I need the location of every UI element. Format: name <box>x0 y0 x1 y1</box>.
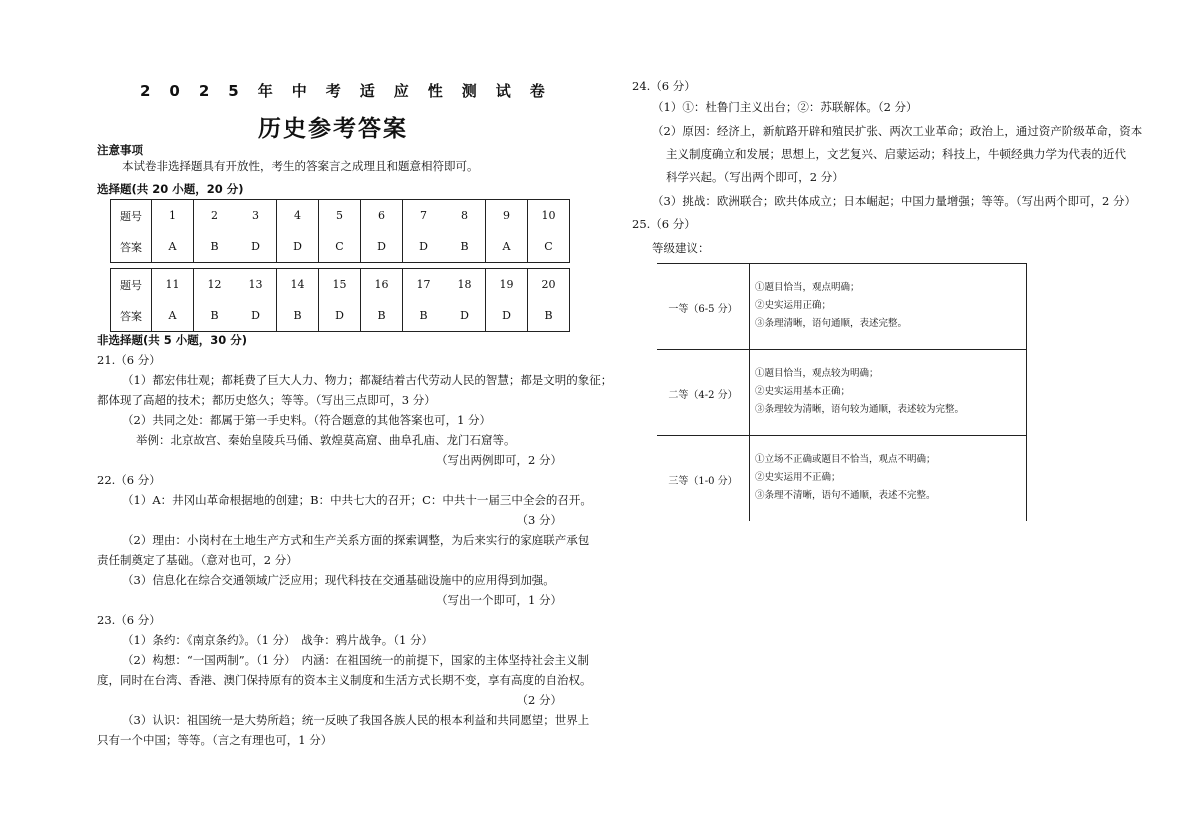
table-cell: B <box>194 231 236 263</box>
q24-p1: （1）①：杜鲁门主义出台；②：苏联解体。（2 分） <box>652 100 918 114</box>
grade-label: 一等（6-5 分） <box>668 304 738 315</box>
answer-table <box>110 199 570 332</box>
table-cell: 13 <box>235 269 277 301</box>
q22-p2b: 责任制奠定了基础。（意对也可，2 分） <box>97 553 298 567</box>
q22-p3: （3）信息化在综合交通领域广泛应用；现代科技在交通基础设施中的应用得到加强。 <box>122 573 555 587</box>
table-cell: C <box>319 231 361 263</box>
criteria-item: ②史实运用基本正确； <box>755 386 851 397</box>
grade-criteria <box>755 365 964 419</box>
table-cell: A <box>152 231 194 263</box>
q23-p3b: 只有一个中国；等等。（言之有理也可，1 分） <box>97 733 333 747</box>
table-cell: 15 <box>319 269 361 301</box>
grade-row <box>657 349 1027 435</box>
q24-p2c: 科学兴起。（写出两个即可，2 分） <box>666 170 844 184</box>
table-cell: D <box>235 231 277 263</box>
table-cell: D <box>277 231 319 263</box>
nonmc-heading: 非选择题(共 5 小题，30 分) <box>97 333 248 347</box>
criteria-item: ①立场不正确或题目不恰当，观点不明确； <box>755 454 936 465</box>
q22-p3-score: （写出一个即可，1 分） <box>436 593 562 607</box>
q25-intro: 等级建议： <box>652 241 710 255</box>
table-cell-label: 答案 <box>111 300 152 332</box>
q21-p1a: （1）都宏伟壮观；都耗费了巨大人力、物力；都凝结着古代劳动人民的智慧；都是文明的象征； <box>122 373 613 387</box>
grade-label: 二等（4-2 分） <box>668 390 738 401</box>
table-cell: 3 <box>235 200 277 232</box>
table-cell: B <box>194 300 236 332</box>
table-cell: 7 <box>403 200 445 232</box>
table-cell: 8 <box>444 200 486 232</box>
table-cell: C <box>528 231 570 263</box>
q21-head: 21.（6 分） <box>97 353 161 367</box>
table-cell: D <box>444 300 486 332</box>
table-cell: A <box>152 300 194 332</box>
grade-row <box>657 435 1027 521</box>
q22-p2a: （2）理由：小岗村在土地生产方式和生产关系方面的探索调整，为后来实行的家庭联产承包 <box>122 533 590 547</box>
table-cell-label: 题号 <box>111 269 152 301</box>
criteria-item: ②史实运用正确； <box>755 300 832 311</box>
table-cell: 9 <box>486 200 528 232</box>
table-cell: 20 <box>528 269 570 301</box>
table-cell: D <box>319 300 361 332</box>
exam-title: 2025年中考适应性测试卷 <box>140 82 564 100</box>
table-cell: 19 <box>486 269 528 301</box>
table-cell: 18 <box>444 269 486 301</box>
grade-criteria <box>755 279 907 333</box>
table-cell-label: 答案 <box>111 231 152 263</box>
table-cell: 12 <box>194 269 236 301</box>
q23-head: 23.（6 分） <box>97 613 161 627</box>
q24-p3: （3）挑战：欧洲联合；欧共体成立；日本崛起；中国力量增强；等等。（写出两个即可，2 分） <box>652 194 1137 208</box>
table-cell: 10 <box>528 200 570 232</box>
table-cell: 16 <box>361 269 403 301</box>
table-cell: B <box>444 231 486 263</box>
grade-criteria <box>755 451 936 505</box>
table-cell: B <box>403 300 445 332</box>
table-cell: 1 <box>152 200 194 232</box>
q21-p2: （2）共同之处：都属于第一手史料。（符合题意的其他答案也可，1 分） <box>122 413 492 427</box>
q22-p1-score: （3 分） <box>516 513 562 527</box>
q25-head: 25.（6 分） <box>632 217 696 231</box>
table-cell: 14 <box>277 269 319 301</box>
q23-p1: （1）条约：《南京条约》。（1 分） 战争：鸦片战争。（1 分） <box>122 633 434 647</box>
mc-heading: 选择题(共 20 小题，20 分) <box>97 182 244 196</box>
table-cell: 11 <box>152 269 194 301</box>
q23-p2-score: （2 分） <box>516 693 562 707</box>
q23-p3a: （3）认识：祖国统一是大势所趋；统一反映了我国各族人民的根本利益和共同愿望；世界上 <box>122 713 590 727</box>
notes-text: 本试卷非选择题具有开放性，考生的答案言之成理且和题意相符即可。 <box>122 159 479 173</box>
grade-row <box>657 263 1027 349</box>
criteria-item: ③条理不清晰，语句不通顺，表述不完整。 <box>755 490 936 501</box>
q24-p2b: 主义制度确立和发展；思想上，文艺复兴、启蒙运动；科技上，牛顿经典力学为代表的近代 <box>666 147 1126 161</box>
table-cell: D <box>235 300 277 332</box>
q21-p4: （写出两例即可，2 分） <box>436 453 562 467</box>
criteria-item: ①题目恰当，观点较为明确； <box>755 368 879 379</box>
table-cell: D <box>486 300 528 332</box>
table-cell: D <box>403 231 445 263</box>
criteria-item: ③条理清晰，语句通顺，表述完整。 <box>755 318 908 329</box>
q22-p1: （1）A：井冈山革命根据地的创建；B：中共七大的召开；C：中共十一届三中全会的召开。 <box>122 493 592 507</box>
q23-p2b: 度，同时在台湾、香港、澳门保持原有的资本主义制度和生活方式长期不变，享有高度的自治权。 <box>97 673 592 687</box>
table-cell: B <box>528 300 570 332</box>
grade-label: 三等（1-0 分） <box>668 476 738 487</box>
q23-p2a: （2）构想：“一国两制”。（1 分） 内涵：在祖国统一的前提下，国家的主体坚持社会主义制 <box>122 653 590 667</box>
table-cell: 5 <box>319 200 361 232</box>
criteria-item: ②史实运用不正确； <box>755 472 841 483</box>
table-cell: 6 <box>361 200 403 232</box>
page-title: 历史参考答案 <box>258 116 408 142</box>
table-cell: B <box>277 300 319 332</box>
criteria-item: ③条理较为清晰，语句较为通顺，表述较为完整。 <box>755 404 965 415</box>
table-cell: 4 <box>277 200 319 232</box>
table-cell: D <box>361 231 403 263</box>
q21-p3: 举例：北京故宫、秦始皇陵兵马俑、敦煌莫高窟、曲阜孔庙、龙门石窟等。 <box>136 433 516 447</box>
q24-head: 24.（6 分） <box>632 79 696 93</box>
table-cell: A <box>486 231 528 263</box>
table-cell-label: 题号 <box>111 200 152 232</box>
table-cell: B <box>361 300 403 332</box>
q22-head: 22.（6 分） <box>97 473 161 487</box>
table-cell: 2 <box>194 200 236 232</box>
q21-p1b: 都体现了高超的技术；都历史悠久；等等。（写出三点即可，3 分） <box>97 393 436 407</box>
criteria-item: ①题目恰当，观点明确； <box>755 282 860 293</box>
q24-p2a: （2）原因：经济上，新航路开辟和殖民扩张、两次工业革命；政治上，通过资产阶级革命，资本 <box>652 124 1143 138</box>
grade-table <box>657 263 1027 521</box>
table-cell: 17 <box>403 269 445 301</box>
notes-heading: 注意事项 <box>97 143 143 157</box>
